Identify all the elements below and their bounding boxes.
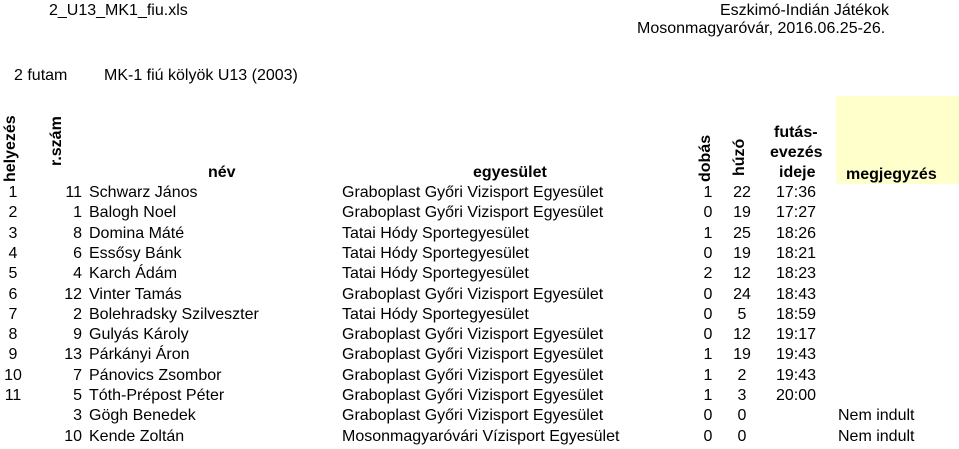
cell-start-no: 9 <box>73 326 82 344</box>
cell-place: 1 <box>8 184 18 201</box>
cell-time: 19:43 <box>775 366 817 384</box>
cell-club: Graboplast Győri Vizisport Egyesület <box>342 285 604 303</box>
table-row <box>0 244 959 264</box>
column-header-club: egyesület <box>473 164 547 181</box>
cell-time: 20:00 <box>775 387 817 404</box>
cell-start-no: 12 <box>64 285 82 303</box>
cell-name: Tóth-Prépost Péter <box>89 387 225 404</box>
cell-note: Nem indult <box>838 427 915 445</box>
cell-throw: 1 <box>703 184 713 201</box>
cell-time: 18:59 <box>775 305 817 323</box>
cell-start-no: 2 <box>73 305 82 323</box>
cell-throw: 1 <box>703 224 713 242</box>
cell-name: Pánovics Zsombor <box>89 366 222 384</box>
cell-name: Gulyás Károly <box>89 326 189 344</box>
cell-club: Graboplast Győri Vizisport Egyesület <box>342 346 604 364</box>
cell-note: Nem indult <box>838 407 915 425</box>
event-title: Eszkimó-Indián Játékok <box>720 2 889 19</box>
cell-pull: 12 <box>733 326 751 344</box>
cell-place: 11 <box>4 387 22 404</box>
table-row <box>0 386 959 406</box>
cell-throw: 0 <box>703 427 713 445</box>
cell-time: 17:36 <box>775 184 817 201</box>
cell-name: Domina Máté <box>89 224 185 242</box>
cell-place: 5 <box>8 265 18 283</box>
table-row <box>0 366 959 386</box>
cell-throw: 0 <box>703 305 713 323</box>
cell-name: Gögh Benedek <box>89 407 196 425</box>
cell-pull: 0 <box>737 427 747 445</box>
cell-throw: 1 <box>703 366 713 384</box>
cell-pull: 5 <box>737 305 747 323</box>
cell-name: Schwarz János <box>89 184 198 201</box>
cell-place: 4 <box>8 244 18 262</box>
cell-time: 19:43 <box>775 346 817 364</box>
cell-pull: 2 <box>737 366 747 384</box>
race-number: 2 futam <box>14 67 68 84</box>
table-row <box>0 427 959 447</box>
column-header-place: helyezés <box>2 115 19 182</box>
cell-club: Graboplast Győri Vizisport Egyesület <box>342 326 604 344</box>
cell-start-no: 6 <box>73 244 82 262</box>
table-row <box>0 345 959 365</box>
cell-start-no: 1 <box>73 204 82 222</box>
cell-time: 18:26 <box>775 224 817 242</box>
cell-club: Mosonmagyaróvári Vízisport Egyesület <box>342 427 620 445</box>
cell-start-no: 10 <box>64 427 82 445</box>
cell-place: 9 <box>8 346 18 364</box>
cell-name: Kende Zoltán <box>89 427 185 445</box>
cell-club: Graboplast Győri Vizisport Egyesület <box>342 184 604 201</box>
table-row <box>0 406 959 426</box>
column-header-note: megjegyzés <box>846 166 937 183</box>
cell-place: 6 <box>8 285 18 303</box>
column-header-start-no: r.szám <box>48 116 65 166</box>
cell-club: Tatai Hódy Sportegyesület <box>342 224 529 242</box>
column-header-time-line2: evezés <box>770 144 823 161</box>
cell-pull: 19 <box>733 346 751 364</box>
cell-start-no: 8 <box>73 224 82 242</box>
cell-name: Balogh Noel <box>89 204 177 222</box>
cell-name: Vinter Tamás <box>89 285 182 303</box>
cell-club: Tatai Hódy Sportegyesület <box>342 305 529 323</box>
race-category: MK-1 fiú kölyök U13 (2003) <box>104 67 298 84</box>
column-header-time-line3: ideje <box>779 164 816 181</box>
cell-throw: 0 <box>703 244 713 262</box>
cell-pull: 25 <box>733 224 751 242</box>
table-row <box>0 183 959 203</box>
cell-club: Graboplast Győri Vizisport Egyesület <box>342 204 604 222</box>
cell-throw: 2 <box>703 265 713 283</box>
column-header-pull: húzó <box>731 138 748 176</box>
cell-club: Graboplast Győri Vizisport Egyesület <box>342 407 604 425</box>
table-row <box>0 305 959 325</box>
cell-throw: 0 <box>703 407 713 425</box>
cell-time: 18:23 <box>775 265 817 283</box>
file-name: 2_U13_MK1_fiu.xls <box>49 2 188 19</box>
cell-start-no: 11 <box>65 184 82 201</box>
table-row <box>0 203 959 223</box>
cell-pull: 12 <box>733 265 751 283</box>
cell-time: 17:27 <box>775 204 817 222</box>
column-header-throw: dobás <box>697 134 714 182</box>
cell-time: 18:43 <box>775 285 817 303</box>
cell-throw: 1 <box>703 346 713 364</box>
cell-pull: 0 <box>737 407 747 425</box>
column-header-time-line1: futás- <box>774 124 818 141</box>
cell-pull: 3 <box>737 387 747 404</box>
cell-pull: 22 <box>733 184 751 201</box>
cell-start-no: 4 <box>73 265 82 283</box>
cell-pull: 19 <box>733 244 751 262</box>
cell-name: Essősy Bánk <box>89 244 182 262</box>
cell-throw: 0 <box>703 326 713 344</box>
cell-place: 2 <box>8 204 18 222</box>
cell-place: 8 <box>8 326 18 344</box>
cell-time: 19:17 <box>775 326 817 344</box>
cell-club: Tatai Hódy Sportegyesület <box>342 244 529 262</box>
cell-club: Graboplast Győri Vizisport Egyesület <box>342 366 604 384</box>
cell-name: Karch Ádám <box>89 265 178 283</box>
table-row <box>0 264 959 284</box>
table-row <box>0 224 959 244</box>
cell-throw: 0 <box>703 204 713 222</box>
event-place-date: Mosonmagyaróvár, 2016.06.25-26. <box>637 20 886 37</box>
cell-pull: 19 <box>733 204 751 222</box>
table-row <box>0 325 959 345</box>
cell-throw: 1 <box>703 387 713 404</box>
cell-name: Párkányi Áron <box>89 346 190 364</box>
cell-start-no: 13 <box>64 346 82 364</box>
cell-start-no: 7 <box>73 366 82 384</box>
cell-start-no: 5 <box>73 387 82 404</box>
cell-club: Tatai Hódy Sportegyesület <box>342 265 529 283</box>
cell-pull: 24 <box>733 285 751 303</box>
cell-time: 18:21 <box>775 244 817 262</box>
column-header-name: név <box>208 164 236 181</box>
table-row <box>0 285 959 305</box>
cell-place: 10 <box>4 366 22 384</box>
cell-name: Bolehradsky Szilveszter <box>89 305 259 323</box>
cell-club: Graboplast Győri Vizisport Egyesület <box>342 387 604 404</box>
cell-place: 3 <box>8 224 18 242</box>
cell-start-no: 3 <box>73 407 82 425</box>
cell-throw: 0 <box>703 285 713 303</box>
cell-place: 7 <box>8 305 18 323</box>
